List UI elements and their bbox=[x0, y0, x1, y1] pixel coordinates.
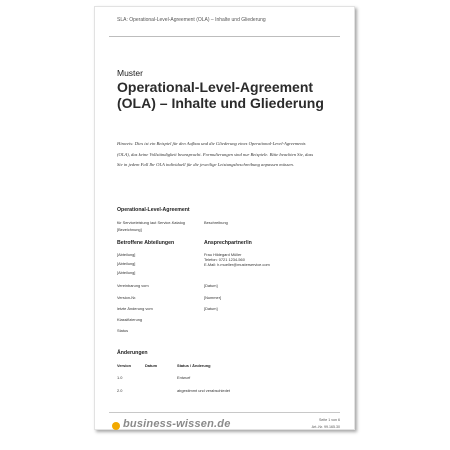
departments-heading: Betroffene Abteilungen bbox=[117, 240, 175, 246]
department-item: [Abteilung] bbox=[117, 252, 136, 257]
contact-heading: Ansprechpartner/in bbox=[204, 240, 252, 246]
service-value: [Bezeichnung] bbox=[117, 227, 142, 232]
field-value: [Datum] bbox=[204, 283, 218, 288]
logo-dot-icon bbox=[112, 422, 120, 430]
department-item: [Abteilung] bbox=[117, 261, 136, 266]
document-eyebrow: Muster bbox=[117, 68, 143, 78]
changes-status: Entwurf bbox=[177, 375, 191, 380]
department-item: [Abteilung] bbox=[117, 270, 136, 275]
changes-heading: Änderungen bbox=[117, 350, 148, 356]
field-label: letzte Änderung vom bbox=[117, 306, 153, 311]
ola-heading: Operational-Level-Agreement bbox=[117, 207, 190, 213]
hinweis-note: Hinweis: Dies ist ein Beispiel für den Aufbau und die Gliederung eines Operational-Level-Agreements (OLA), das keine Vollständigkeit beansprucht. Formulierungen sind nur Beispiele. Bitte beachten Sie, dass Sie in jedem Fall Ihr OLA individuell für die jeweilige Leistungsbeschreibung anpassen müssen. bbox=[117, 141, 314, 167]
field-label: Version-Nr. bbox=[117, 295, 137, 300]
changes-status: abgestimmt und verabschiedet bbox=[177, 388, 230, 393]
service-label: für Serviceleistung laut Service-Katalog bbox=[117, 220, 185, 225]
field-label: Status bbox=[117, 328, 129, 333]
contact-line: E-Mail: h.mueller@musterservice.com bbox=[204, 262, 270, 267]
changes-version: 1.0 bbox=[117, 375, 123, 380]
changes-column-header: Version bbox=[117, 363, 132, 368]
description-label: Beschreibung bbox=[204, 220, 228, 225]
document-page bbox=[94, 6, 355, 430]
brand-logo: business-wissen.de bbox=[123, 418, 231, 430]
changes-column-header: Status / Änderung bbox=[177, 363, 211, 368]
field-label: Vereinbarung vom bbox=[117, 283, 149, 288]
header-divider bbox=[109, 36, 340, 37]
contact-line: Frau Hildegard Müller bbox=[204, 252, 242, 257]
changes-version: 2.0 bbox=[117, 388, 123, 393]
field-value: [Datum] bbox=[204, 306, 218, 311]
field-value: [Nummer] bbox=[204, 295, 222, 300]
footer-divider bbox=[109, 412, 340, 413]
page-number: Seite 1 von 6 bbox=[319, 418, 340, 422]
document-title: Operational-Level-Agreement (OLA) – Inhalte und Gliederung bbox=[117, 79, 324, 111]
field-label: Klassifizierung bbox=[117, 317, 143, 322]
changes-column-header: Datum bbox=[145, 363, 158, 368]
article-number: Art.-Nr. 99.165.30 bbox=[311, 425, 340, 429]
contact-line: Telefon: 0721 1234-560 bbox=[204, 257, 245, 262]
page-header: SLA: Operational-Level-Agreement (OLA) – Inhalte und Gliederung bbox=[117, 17, 266, 23]
